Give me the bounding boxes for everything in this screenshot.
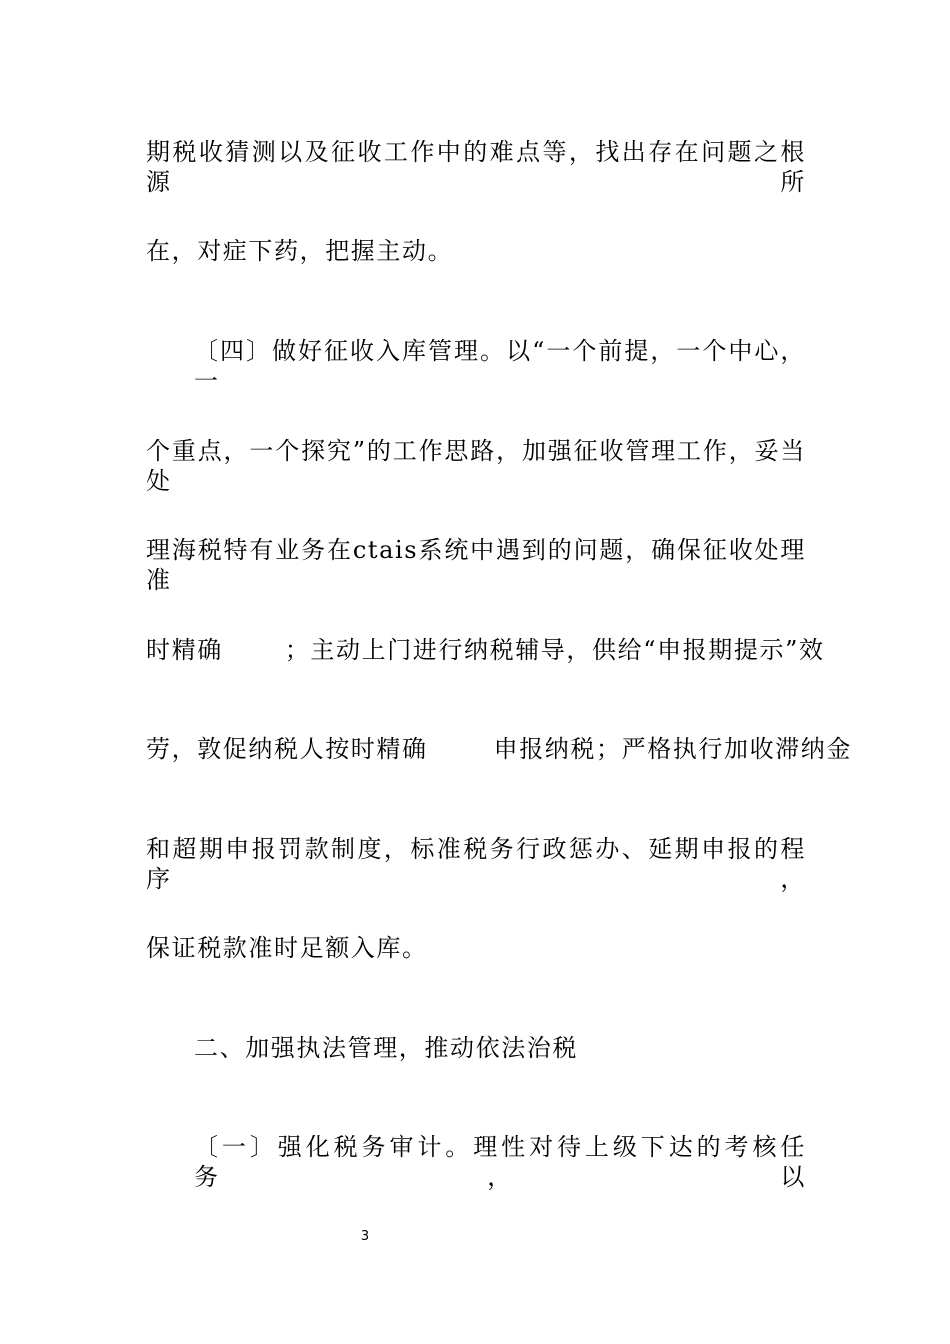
text-line-8: 和超期申报罚款制度，标准税务行政惩办、延期申报的程序， xyxy=(146,835,806,893)
paragraph-heading-1: 〔一〕强化税务审计。理性对待上级下达的考核任务，以 xyxy=(194,1133,806,1191)
page-number: 3 xyxy=(360,1229,370,1244)
section-heading-2: 二、加强执法管理，推动依法治税 xyxy=(194,1034,578,1062)
text-line-7-part-a: 劳，敦促纳税人按时精确 xyxy=(146,735,428,763)
text-line-7-part-b: 申报纳税；严格执行加收滞纳金 xyxy=(493,735,853,763)
text-line-6 xyxy=(146,635,825,665)
text-line-7 xyxy=(146,734,853,764)
text-line-5: 理海税特有业务在ctais系统中遇到的问题，确保征收处理准 xyxy=(146,536,806,594)
text-line-4: 个重点，一个探究”的工作思路，加强征收管理工作，妥当处 xyxy=(146,437,806,495)
text-line-6-part-b: ；主动上门进行纳税辅导，供给“申报期提示”效 xyxy=(284,636,825,664)
text-line-2: 在，对症下药，把握主动。 xyxy=(146,237,454,265)
text-line-9: 保证税款准时足额入库。 xyxy=(146,934,428,962)
text-line-1: 期税收猜测以及征收工作中的难点等，找出存在问题之根源所 xyxy=(146,138,806,196)
paragraph-heading-4: 〔四〕做好征收入库管理。以“一个前提，一个中心，一 xyxy=(194,337,806,395)
text-line-6-part-a: 时精确 xyxy=(146,636,223,664)
